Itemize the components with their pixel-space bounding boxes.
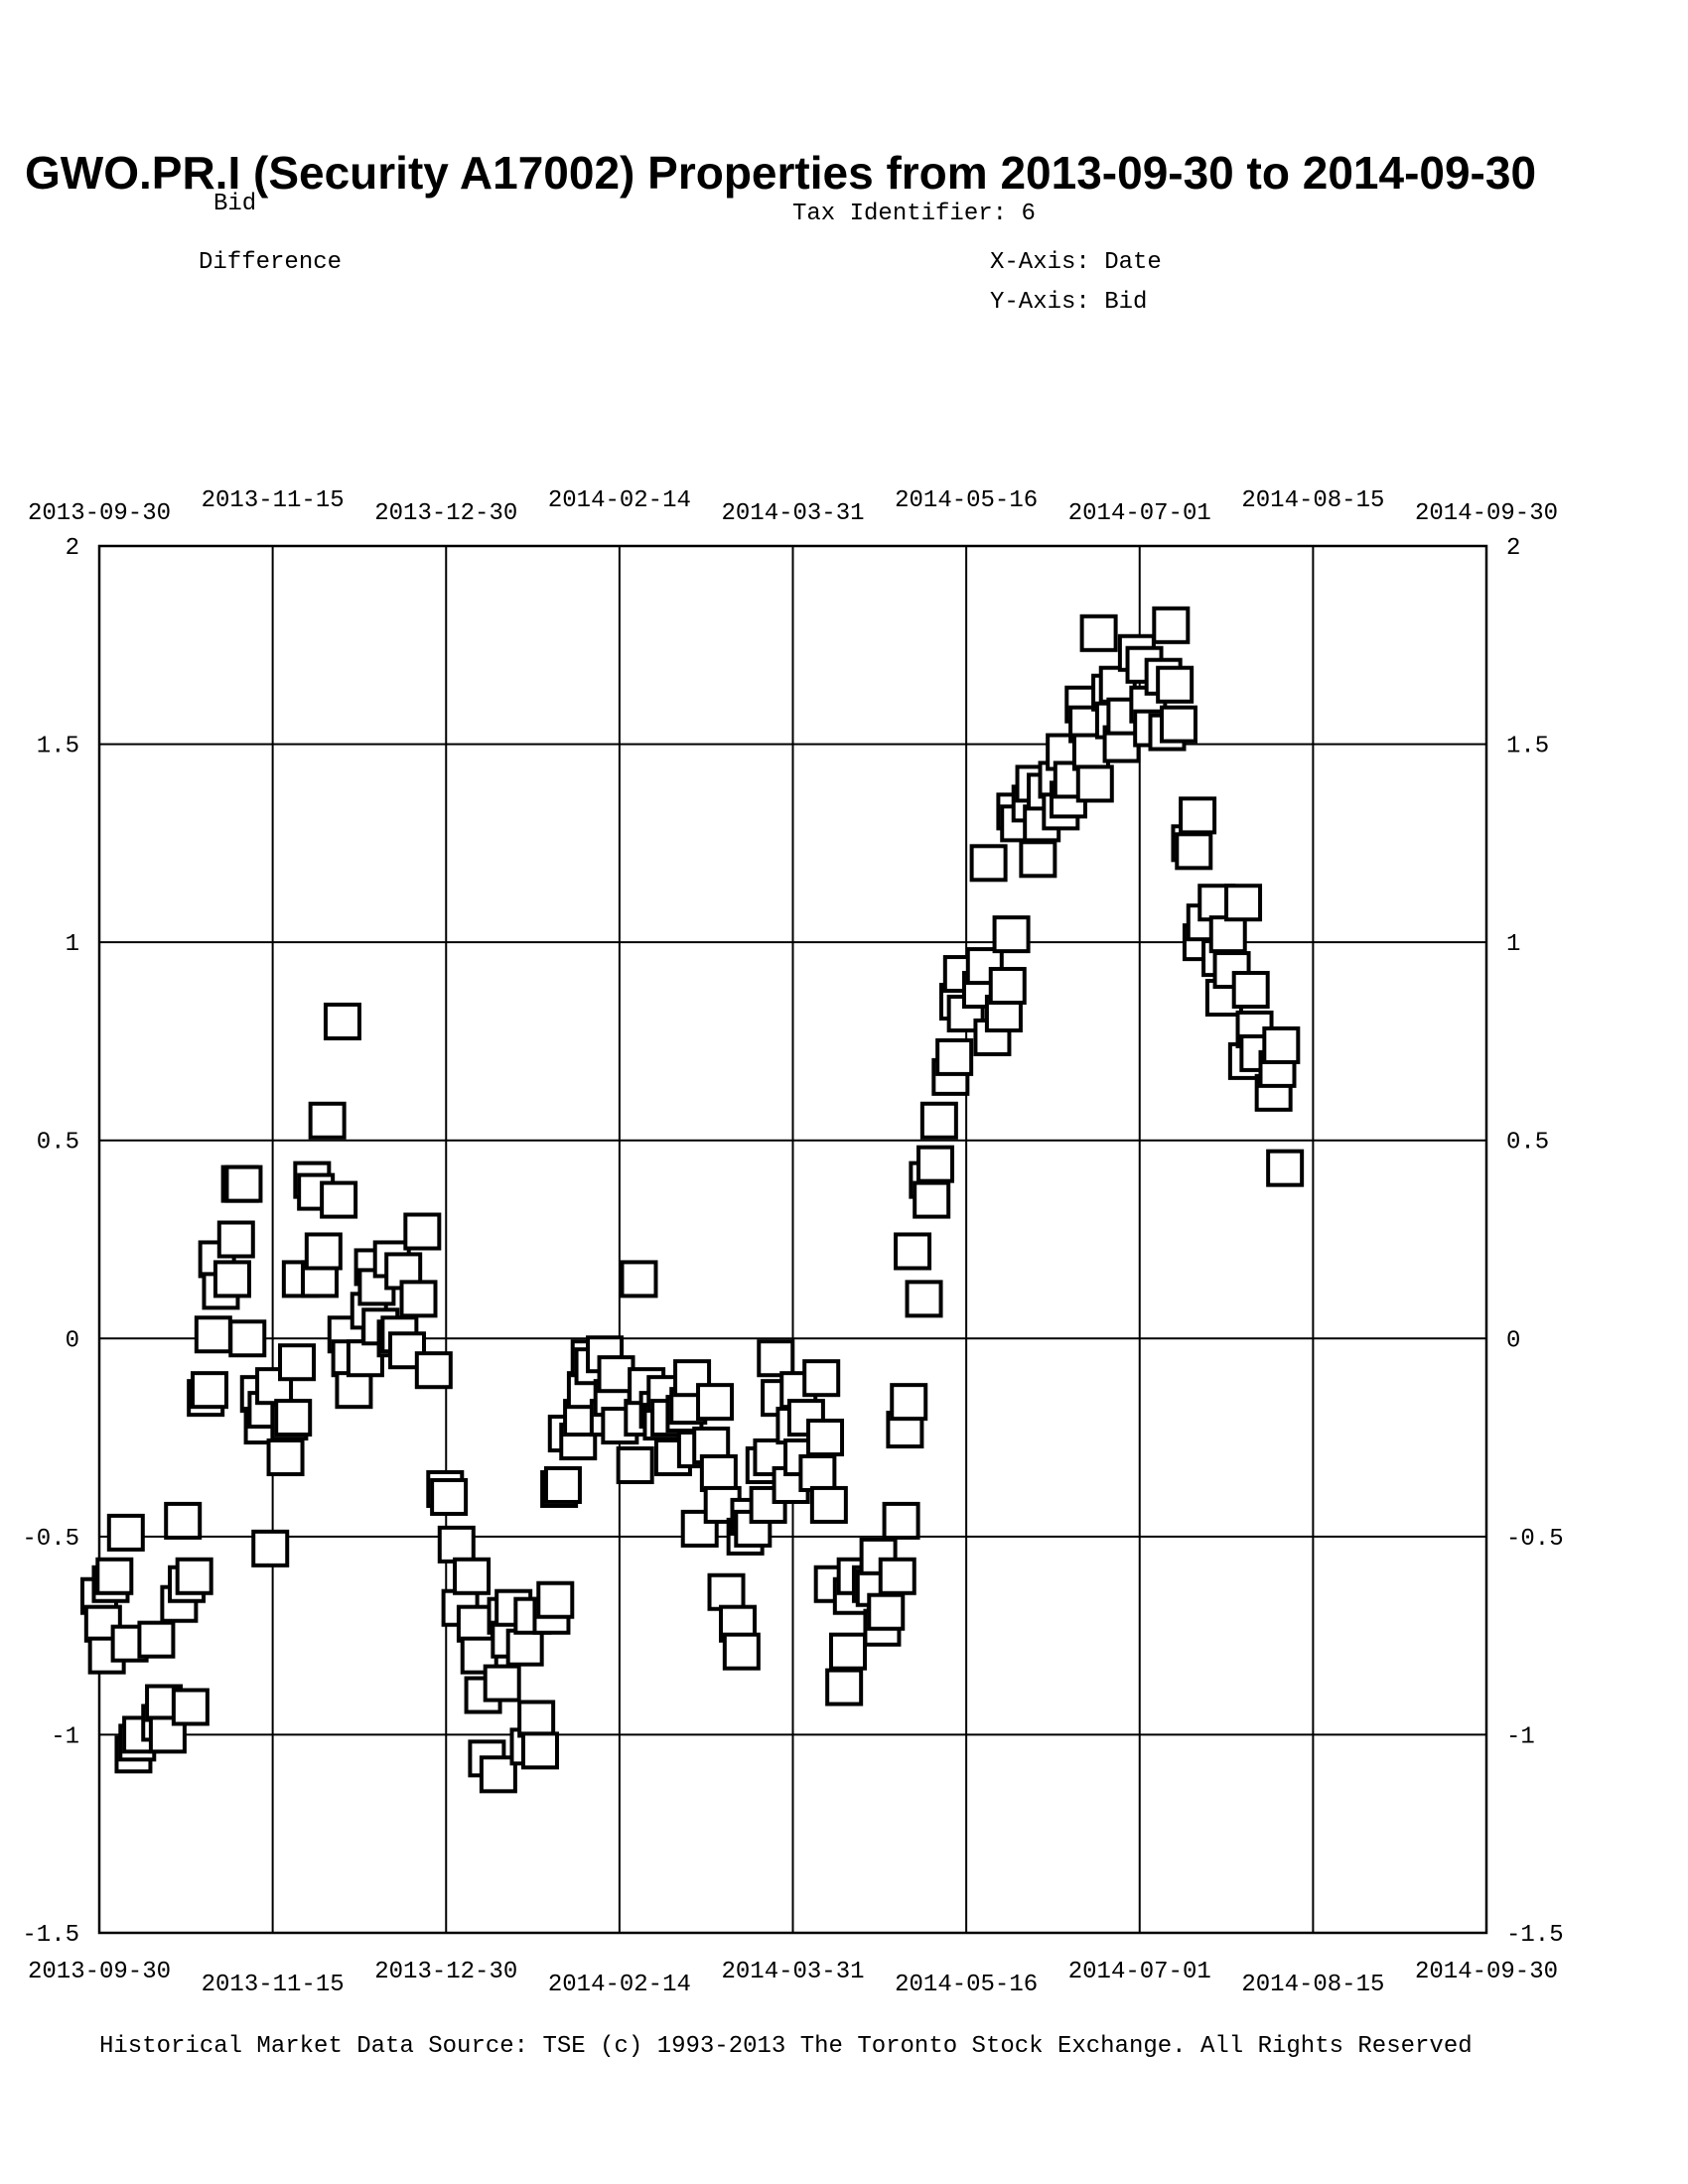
- y-tick-label-left: 2: [65, 535, 79, 562]
- data-point: [337, 1373, 370, 1407]
- data-point: [280, 1345, 314, 1379]
- data-point: [1158, 668, 1192, 702]
- data-point: [230, 1321, 264, 1355]
- data-point: [619, 1448, 652, 1482]
- data-point: [546, 1468, 580, 1502]
- data-point: [523, 1733, 557, 1767]
- data-point: [307, 1234, 341, 1268]
- y-tick-label-left: 1: [65, 931, 79, 959]
- data-point: [178, 1560, 211, 1593]
- data-point: [812, 1488, 846, 1522]
- y-tick-label-right: 2: [1506, 535, 1521, 562]
- y-tick-label-left: 0: [65, 1327, 79, 1355]
- data-point: [1162, 708, 1196, 742]
- data-point: [405, 1215, 439, 1249]
- data-point: [322, 1183, 355, 1217]
- data-point: [1021, 842, 1055, 876]
- data-point: [702, 1456, 736, 1490]
- x-tick-label-top: 2013-12-30: [374, 500, 518, 527]
- x-tick-label-bottom: 2014-07-01: [1067, 1959, 1211, 1985]
- y-tick-label-left: 0.5: [36, 1129, 79, 1157]
- data-point: [276, 1401, 310, 1434]
- data-point: [197, 1317, 230, 1351]
- data-point: [881, 1560, 914, 1593]
- data-point: [519, 1702, 553, 1735]
- data-points: [82, 609, 1302, 1792]
- data-point: [1154, 609, 1188, 642]
- data-point: [918, 1148, 952, 1181]
- data-point: [1268, 1152, 1302, 1185]
- x-tick-label-bottom: 2014-08-15: [1241, 1972, 1385, 1998]
- data-point: [804, 1361, 838, 1395]
- data-point: [800, 1456, 834, 1490]
- x-tick-label-top: 2014-02-14: [547, 487, 691, 514]
- data-point: [139, 1623, 173, 1657]
- x-tick-label-bottom: 2014-02-14: [547, 1972, 691, 1998]
- data-point: [1211, 917, 1245, 951]
- data-point: [808, 1421, 842, 1454]
- data-point: [827, 1671, 861, 1705]
- data-point: [215, 1262, 249, 1296]
- chart-title: GWO.PR.I (Security A17002) Properties from 2013-09-30 to 2014-09-30: [25, 147, 1537, 199]
- data-point: [622, 1262, 655, 1296]
- data-point: [440, 1528, 474, 1562]
- data-point: [166, 1504, 200, 1538]
- data-point: [995, 917, 1029, 951]
- data-point: [193, 1373, 226, 1407]
- x-tick-label-bottom: 2014-03-31: [721, 1959, 865, 1985]
- y-tick-label-left: -0.5: [22, 1525, 79, 1553]
- data-point: [1078, 766, 1112, 800]
- data-point: [1226, 886, 1260, 919]
- data-point: [174, 1690, 208, 1723]
- data-point: [869, 1595, 903, 1629]
- x-tick-label-top: 2014-05-16: [895, 487, 1039, 514]
- x-tick-label-bottom: 2014-09-30: [1414, 1959, 1559, 1985]
- y-tick-label-left: 1.5: [36, 733, 79, 760]
- data-point: [538, 1583, 572, 1617]
- x-axis-label: X-Axis: Date: [990, 249, 1162, 276]
- x-tick-label-bottom: 2013-09-30: [27, 1959, 172, 1985]
- data-point: [885, 1504, 918, 1538]
- data-point: [710, 1575, 744, 1609]
- data-point: [326, 1005, 359, 1038]
- data-point: [991, 969, 1025, 1003]
- y-tick-label-right: 1: [1506, 931, 1521, 959]
- data-point: [1234, 973, 1268, 1007]
- data-point: [831, 1635, 865, 1669]
- y-tick-label-right: 0.5: [1506, 1129, 1550, 1157]
- y-tick-label-left: -1.5: [22, 1922, 79, 1949]
- y-tick-label-right: -1: [1506, 1723, 1535, 1751]
- x-tick-label-top: 2014-08-15: [1241, 487, 1385, 514]
- data-point: [455, 1560, 489, 1593]
- data-point: [922, 1104, 956, 1138]
- y-tick-label-left: -1: [51, 1723, 79, 1751]
- data-point: [486, 1667, 519, 1701]
- data-point: [892, 1385, 925, 1419]
- data-point: [1181, 798, 1214, 832]
- data-point: [725, 1635, 759, 1669]
- data-point: [109, 1516, 143, 1550]
- data-point: [914, 1183, 948, 1217]
- source-footer: Historical Market Data Source: TSE (c) 1993-2013 The Toronto Stock Exchange. All Rights Reserved: [99, 2033, 1473, 2060]
- y-tick-label-right: 1.5: [1506, 733, 1550, 760]
- y-axis-label: Y-Axis: Bid: [990, 289, 1148, 316]
- y-tick-label-right: -1.5: [1506, 1922, 1564, 1949]
- x-tick-label-top: 2013-11-15: [201, 487, 345, 514]
- data-point: [759, 1341, 792, 1375]
- data-point: [1264, 1028, 1298, 1062]
- x-tick-label-top: 2013-09-30: [27, 500, 172, 527]
- data-point: [908, 1282, 941, 1315]
- y-tick-label-right: -0.5: [1506, 1525, 1564, 1553]
- data-point: [402, 1282, 436, 1315]
- data-point: [311, 1104, 345, 1138]
- x-tick-label-top: 2014-03-31: [721, 500, 865, 527]
- x-tick-label-top: 2014-09-30: [1414, 500, 1559, 527]
- data-point: [269, 1440, 303, 1474]
- tax-identifier: Tax Identifier: 6: [792, 201, 1036, 227]
- bid-label: Bid: [213, 191, 257, 217]
- data-point: [508, 1631, 542, 1665]
- data-point: [417, 1353, 451, 1387]
- data-point: [1082, 616, 1116, 650]
- data-point: [698, 1385, 732, 1419]
- data-point: [937, 1040, 971, 1074]
- x-tick-label-bottom: 2013-11-15: [201, 1972, 345, 1998]
- x-tick-label-bottom: 2013-12-30: [374, 1959, 518, 1985]
- data-point: [432, 1480, 466, 1514]
- data-point: [1177, 834, 1210, 868]
- x-tick-label-bottom: 2014-05-16: [895, 1972, 1039, 1998]
- data-point: [226, 1167, 260, 1201]
- data-point: [253, 1532, 287, 1566]
- data-point: [219, 1223, 253, 1257]
- difference-label: Difference: [199, 249, 343, 276]
- data-point: [97, 1560, 131, 1593]
- data-point: [972, 846, 1006, 880]
- y-tick-label-right: 0: [1506, 1327, 1521, 1355]
- data-point: [896, 1234, 929, 1268]
- x-tick-label-top: 2014-07-01: [1067, 500, 1211, 527]
